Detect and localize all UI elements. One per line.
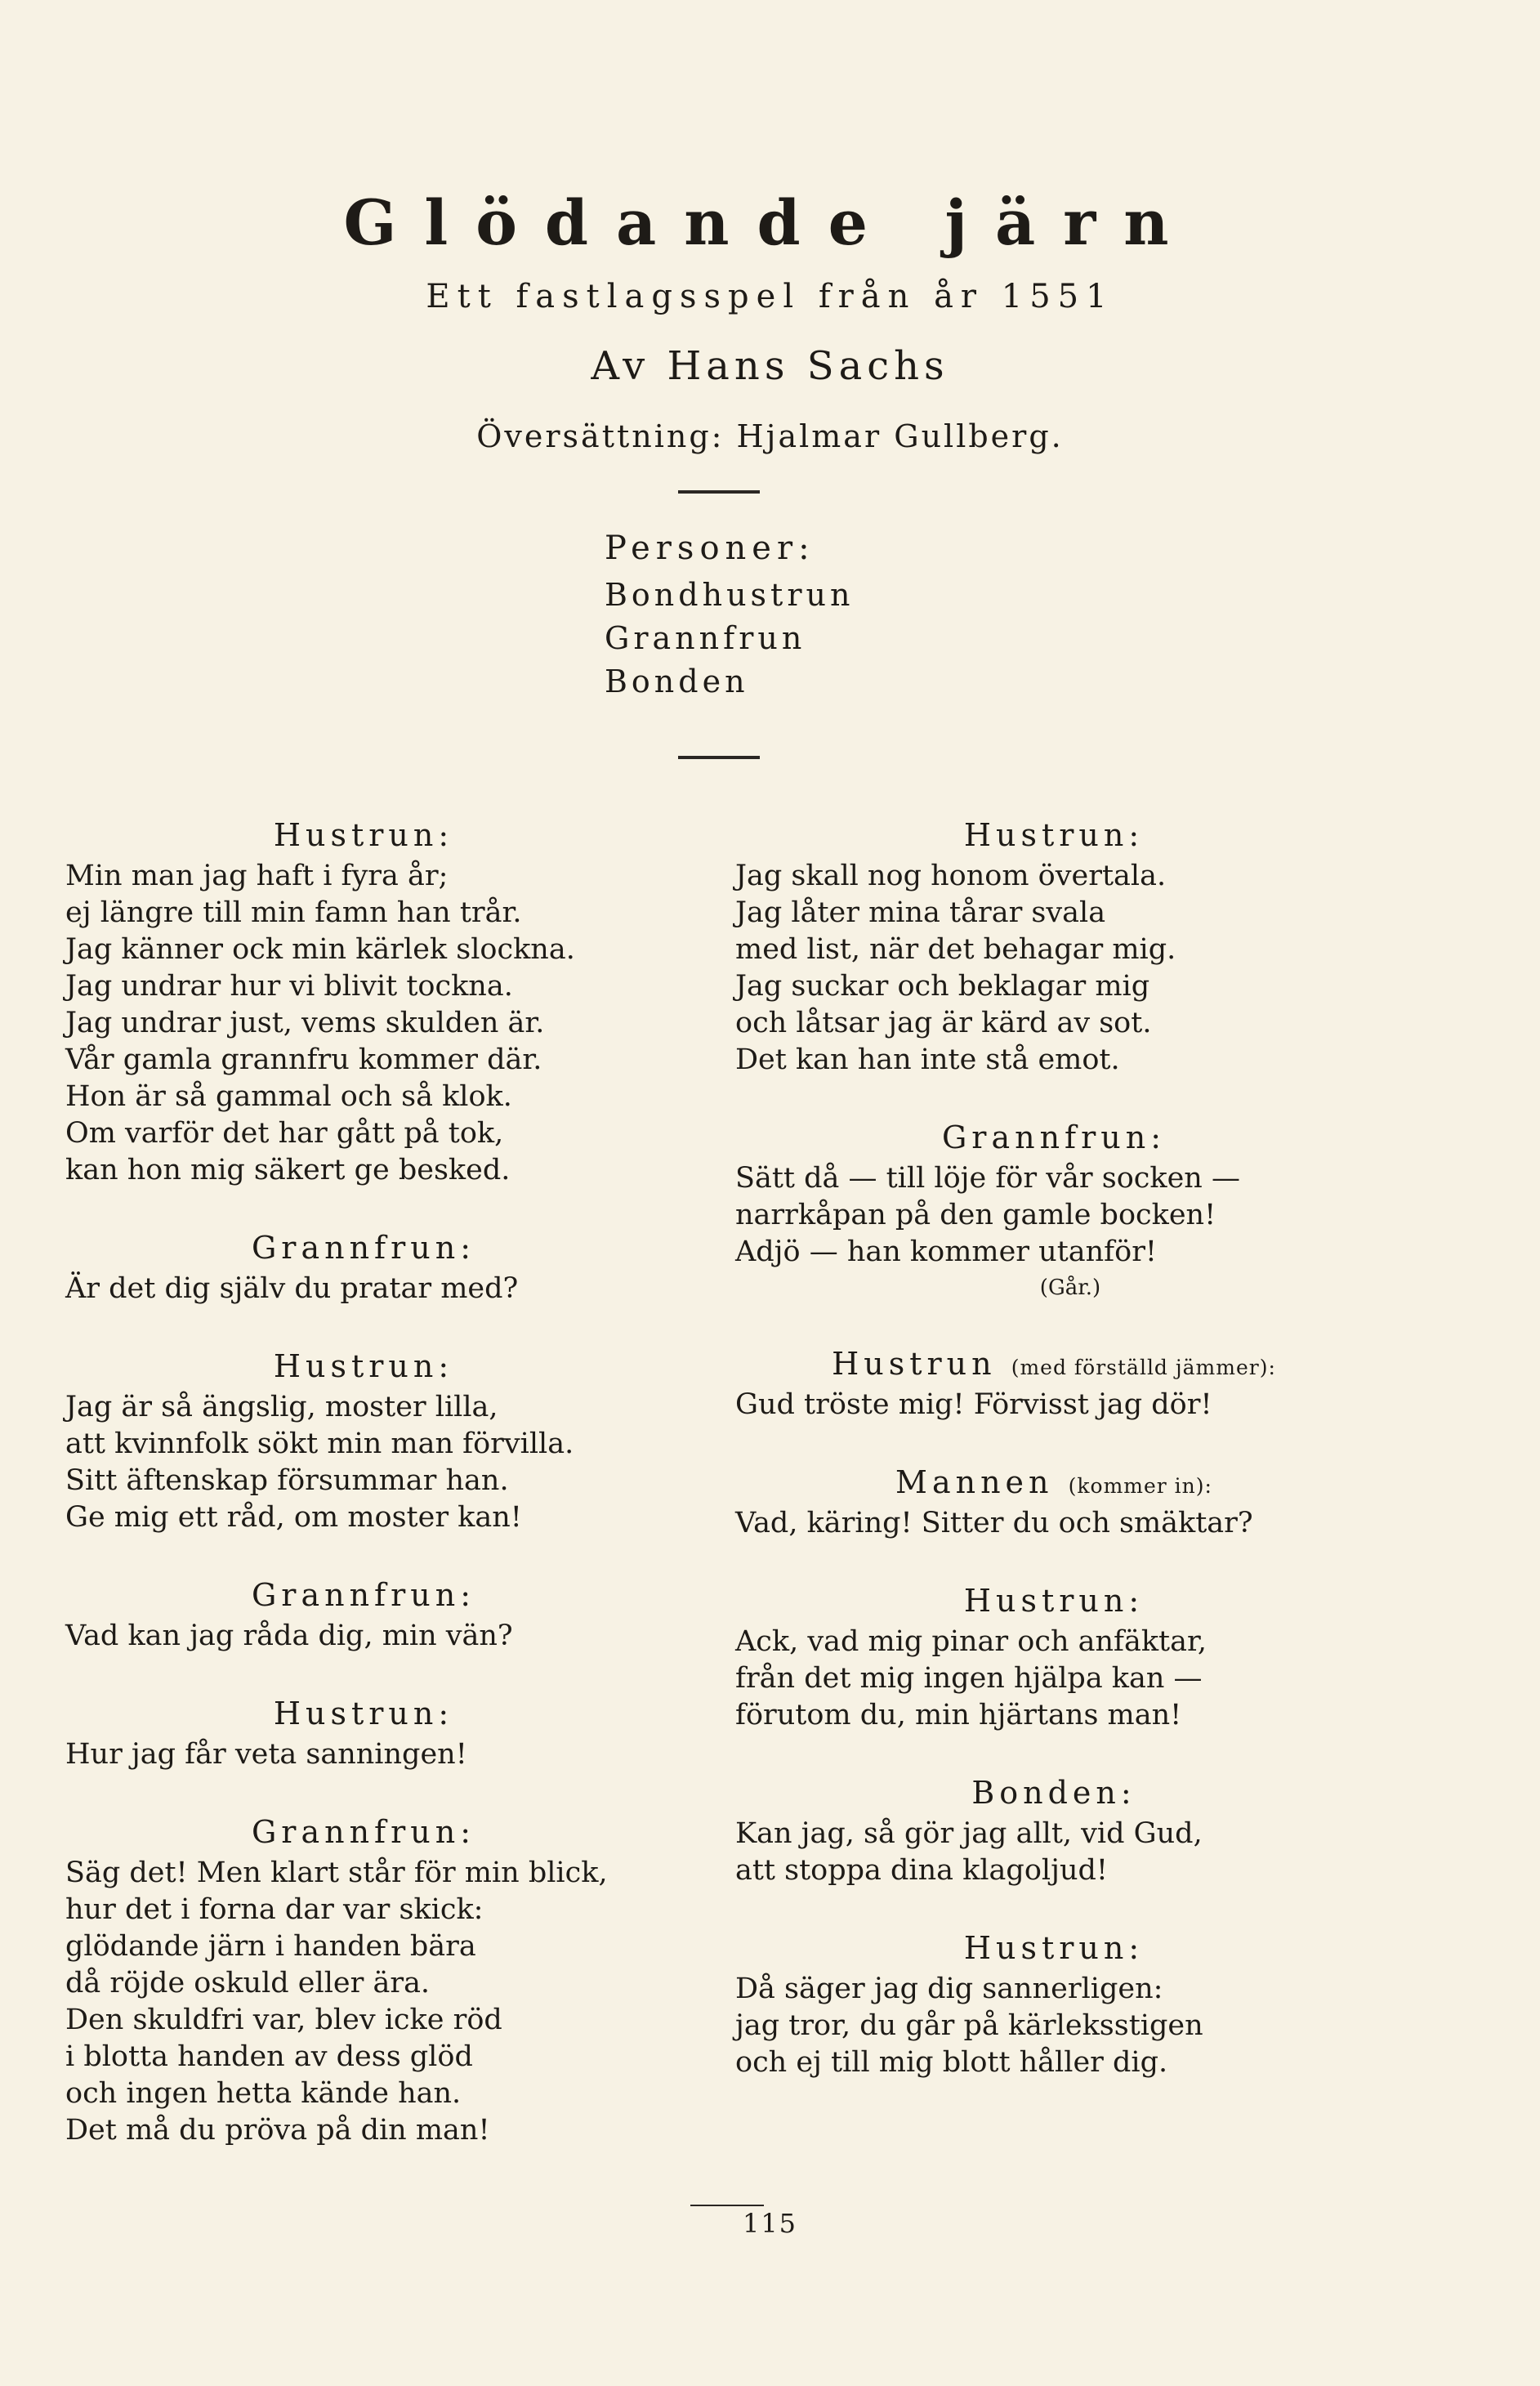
verse-line: Sitt äftenskap försummar han. xyxy=(65,1464,509,1497)
verse-line: Ack, vad mig pinar och anfäktar, xyxy=(735,1625,1207,1658)
dramatis-personae xyxy=(605,529,854,704)
stage-direction: (med förställd jämmer): xyxy=(1011,1356,1276,1379)
verse-line: Den skuldfri var, blev icke röd xyxy=(65,2004,502,2036)
verse-line: hur det i forna dar var skick: xyxy=(65,1893,484,1926)
verse-line: Kan jag, så gör jag allt, vid Gud, xyxy=(735,1817,1203,1850)
verse-line: Vår gamla grannfru kommer där. xyxy=(65,1043,542,1076)
speaker-label: Hustrun: xyxy=(273,1696,454,1731)
persona-item: Grannfrun xyxy=(605,620,806,656)
verse-line: Jag skall nog honom övertala. xyxy=(735,860,1167,892)
verse-line: Jag suckar och beklagar mig xyxy=(735,970,1150,1003)
verse-line: Det kan han inte stå emot. xyxy=(735,1043,1120,1076)
speaker-label: Hustrun: xyxy=(273,1348,454,1384)
verse-line: Vad kan jag råda dig, min vän? xyxy=(65,1620,513,1652)
verse-line: jag tror, du går på kärleksstigen xyxy=(735,2009,1203,2042)
speaker-name: Hustrun xyxy=(832,1346,997,1382)
verse-line: Hon är så gammal och så klok. xyxy=(65,1080,512,1113)
verse-line: och ingen hetta kände han. xyxy=(65,2077,462,2110)
verse-line: i blotta handen av dess glöd xyxy=(65,2040,473,2073)
stage-direction: (Går.) xyxy=(1039,1276,1101,1300)
stage-direction: (kommer in): xyxy=(1068,1474,1212,1498)
verse-line: ej längre till min famn han trår. xyxy=(65,896,522,929)
verse-line: narrkåpan på den gamle bocken! xyxy=(735,1199,1216,1231)
verse-line: Jag är så ängslig, moster lilla, xyxy=(65,1391,498,1423)
verse-line: och ej till mig blott håller dig. xyxy=(735,2046,1168,2079)
persona-item: Bondhustrun xyxy=(605,577,855,613)
verse-line: Om varför det har gått på tok, xyxy=(65,1117,504,1150)
speaker-label: Grannfrun: xyxy=(941,1119,1167,1155)
speaker-label: Grannfrun: xyxy=(251,1577,476,1613)
verse-line: Då säger jag dig sannerligen: xyxy=(735,1973,1163,2005)
verse-line: kan hon mig säkert ge besked. xyxy=(65,1154,511,1186)
speaker-label: Grannfrun: xyxy=(251,1814,476,1850)
verse-line: Är det dig själv du pratar med? xyxy=(65,1272,519,1305)
verse-line: Det må du pröva på din man! xyxy=(65,2114,490,2147)
verse-line: Gud tröste mig! Förvisst jag dör! xyxy=(735,1388,1212,1421)
play-subtitle: Ett fastlagsspel från år 1551 xyxy=(426,278,1114,315)
verse-line: glödande järn i handen bära xyxy=(65,1930,476,1963)
speaker-label xyxy=(735,1346,1373,1387)
verse-line: Jag känner ock min kärlek slockna. xyxy=(65,933,575,966)
verse-line: Min man jag haft i fyra år; xyxy=(65,860,449,892)
translation-credit: Översättning: Hjalmar Gullberg. xyxy=(476,418,1064,454)
speaker-label: Hustrun: xyxy=(273,817,454,853)
left-column xyxy=(65,817,662,2149)
verse-line: då röjde oskuld eller ära. xyxy=(65,1967,431,2000)
verse-line: med list, när det behagar mig. xyxy=(735,933,1176,966)
verse-line: förutom du, min hjärtans man! xyxy=(735,1699,1182,1731)
verse-line: att stoppa dina klagoljud! xyxy=(735,1854,1108,1887)
verse-line: och låtsar jag är kärd av sot. xyxy=(735,1007,1152,1039)
verse-line: Jag undrar just, vems skulden är. xyxy=(65,1007,545,1039)
speaker-label: Hustrun: xyxy=(963,1583,1145,1619)
speaker-label xyxy=(735,1464,1373,1505)
speaker-label: Hustrun: xyxy=(963,1930,1145,1966)
speaker-label: Hustrun: xyxy=(963,817,1145,853)
verse-line: Säg det! Men klart står för min blick, xyxy=(65,1857,608,1889)
divider-top xyxy=(678,490,760,494)
speaker-label: Bonden: xyxy=(971,1775,1136,1811)
verse-line: Hur jag får veta sanningen! xyxy=(65,1738,467,1771)
divider-middle xyxy=(678,756,760,759)
footer-divider xyxy=(690,2205,764,2206)
play-title: Glödande järn xyxy=(343,186,1197,259)
speaker-label: Grannfrun: xyxy=(251,1230,476,1266)
verse-line: Sätt då — till löje för vår socken — xyxy=(735,1162,1240,1195)
verse-line: Jag låter mina tårar svala xyxy=(735,896,1106,929)
personae-heading: Personer: xyxy=(605,529,815,567)
verse-line: att kvinnfolk sökt min man förvilla. xyxy=(65,1428,574,1460)
verse-line: från det mig ingen hjälpa kan — xyxy=(735,1662,1203,1695)
verse-line: Jag undrar hur vi blivit tockna. xyxy=(65,970,513,1003)
right-column xyxy=(735,817,1373,2081)
persona-item: Bonden xyxy=(605,664,749,699)
verse-line: Ge mig ett råd, om moster kan! xyxy=(65,1501,522,1534)
page-number: 115 xyxy=(742,2208,798,2239)
verse-line: Vad, käring! Sitter du och smäktar? xyxy=(735,1507,1253,1539)
play-author: Av Hans Sachs xyxy=(591,343,949,389)
verse-line: Adjö — han kommer utanför! xyxy=(735,1235,1157,1268)
speaker-name: Mannen xyxy=(895,1464,1054,1500)
